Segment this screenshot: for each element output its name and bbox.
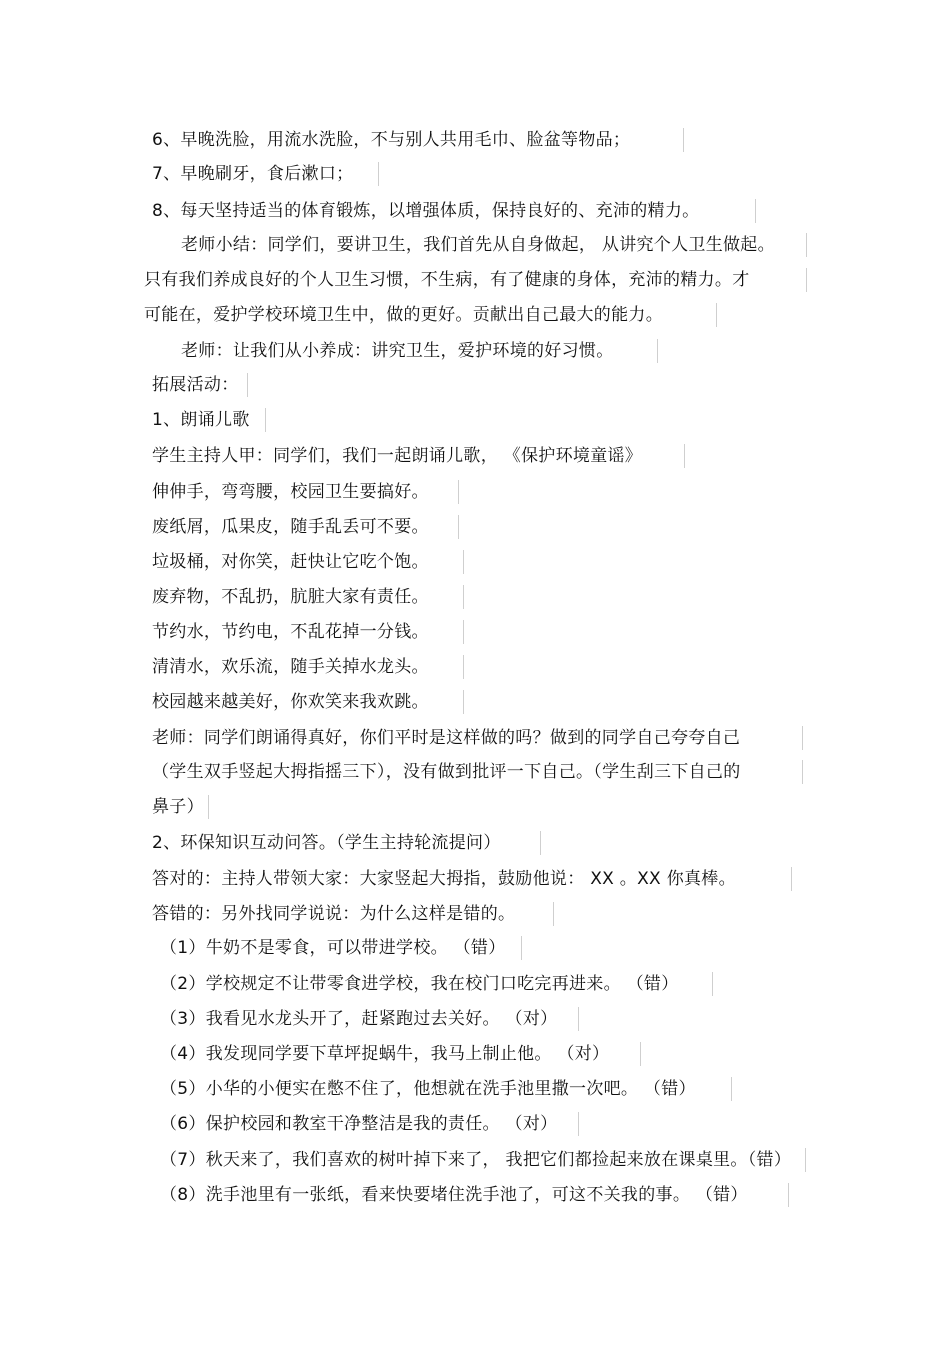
line-marker-2	[378, 162, 379, 186]
line-marker-31	[788, 1183, 789, 1207]
line-marker-5	[806, 268, 807, 292]
text-line-14: 废弃物，不乱扔，肮脏大家有责任。	[152, 587, 429, 607]
line-marker-30	[805, 1148, 806, 1172]
line-marker-14	[463, 585, 464, 609]
line-marker-12	[458, 515, 459, 539]
line-marker-24	[521, 936, 522, 960]
line-marker-16	[463, 655, 464, 679]
text-line-31: （8）洗手池里有一张纸，看来快要堵住洗手池了，可这不关我的事。 （错）	[160, 1185, 748, 1205]
text-line-3: 8、每天坚持适当的体育锻炼，以增强体质，保持良好的、充沛的精力。	[152, 201, 700, 221]
line-marker-19	[802, 760, 803, 784]
text-line-24: （1）牛奶不是零食，可以带进学校。 （错）	[160, 938, 506, 958]
line-marker-1	[683, 128, 684, 152]
text-line-11: 伸伸手，弯弯腰，校园卫生要搞好。	[152, 482, 429, 502]
text-line-4: 老师小结：同学们，要讲卫生，我们首先从自身做起， 从讲究个人卫生做起。	[181, 235, 775, 255]
text-line-22: 答对的：主持人带领大家：大家竖起大拇指，鼓励他说： XX 。XX 你真棒。	[152, 869, 736, 889]
text-line-5: 只有我们养成良好的个人卫生习惯，不生病，有了健康的身体，充沛的精力。才	[144, 270, 750, 290]
text-line-15: 节约水，节约电，不乱花掉一分钱。	[152, 622, 429, 642]
text-line-20: 鼻子）	[152, 797, 204, 817]
text-line-21: 2、环保知识互动问答。（学生主持轮流提问）	[152, 833, 501, 853]
line-marker-21	[540, 831, 541, 855]
text-line-17: 校园越来越美好，你欢笑来我欢跳。	[152, 692, 429, 712]
line-marker-10	[684, 444, 685, 468]
text-line-26: （3）我看见水龙头开了，赶紧跑过去关好。 （对）	[160, 1009, 558, 1029]
line-marker-26	[578, 1007, 579, 1031]
text-line-25: （2）学校规定不让带零食进学校，我在校门口吃完再进来。 （错）	[160, 974, 679, 994]
line-marker-20	[208, 795, 209, 819]
line-marker-6	[716, 303, 717, 327]
text-line-19: （学生双手竖起大拇指摇三下），没有做到批评一下自己。（学生刮三下自己的	[152, 762, 741, 782]
line-marker-3	[755, 199, 756, 223]
line-marker-17	[463, 690, 464, 714]
line-marker-11	[458, 480, 459, 504]
line-marker-9	[265, 408, 266, 432]
line-marker-13	[463, 550, 464, 574]
line-marker-15	[463, 620, 464, 644]
text-line-7: 老师：让我们从小养成：讲究卫生，爱护环境的好习惯。	[181, 341, 614, 361]
text-line-16: 清清水，欢乐流，随手关掉水龙头。	[152, 657, 429, 677]
text-line-23: 答错的：另外找同学说说：为什么这样是错的。	[152, 904, 516, 924]
text-line-9: 1、朗诵儿歌	[152, 410, 250, 430]
line-marker-28	[731, 1077, 732, 1101]
line-marker-23	[553, 902, 554, 926]
text-line-18: 老师：同学们朗诵得真好，你们平时是这样做的吗？做到的同学自己夸夸自己	[152, 728, 741, 748]
line-marker-8	[247, 373, 248, 397]
text-line-27: （4）我发现同学要下草坪捉蜗牛，我马上制止他。 （对）	[160, 1044, 610, 1064]
line-marker-29	[578, 1112, 579, 1136]
text-line-1: 6、早晚洗脸，用流水洗脸，不与别人共用毛巾、脸盆等物品；	[152, 130, 631, 150]
line-marker-22	[791, 867, 792, 891]
text-line-10: 学生主持人甲：同学们，我们一起朗诵儿歌， 《保护环境童谣》	[152, 446, 643, 466]
text-line-28: （5）小华的小便实在憋不住了，他想就在洗手池里撒一次吧。 （错）	[160, 1079, 696, 1099]
text-line-6: 可能在，爱护学校环境卫生中，做的更好。贡献出自己最大的能力。	[144, 305, 663, 325]
line-marker-4	[806, 233, 807, 257]
line-marker-18	[802, 726, 803, 750]
text-line-2: 7、早晚刷牙，食后漱口；	[152, 164, 354, 184]
text-line-12: 废纸屑，瓜果皮，随手乱丢可不要。	[152, 517, 429, 537]
line-marker-25	[712, 972, 713, 996]
text-line-8: 拓展活动：	[152, 375, 239, 395]
text-line-29: （6）保护校园和教室干净整洁是我的责任。 （对）	[160, 1114, 558, 1134]
text-line-30: （7）秋天来了，我们喜欢的树叶掉下来了， 我把它们都捡起来放在课桌里。（错）	[160, 1150, 792, 1170]
line-marker-27	[640, 1042, 641, 1066]
text-line-13: 垃圾桶，对你笑，赶快让它吃个饱。	[152, 552, 429, 572]
line-marker-7	[657, 339, 658, 363]
